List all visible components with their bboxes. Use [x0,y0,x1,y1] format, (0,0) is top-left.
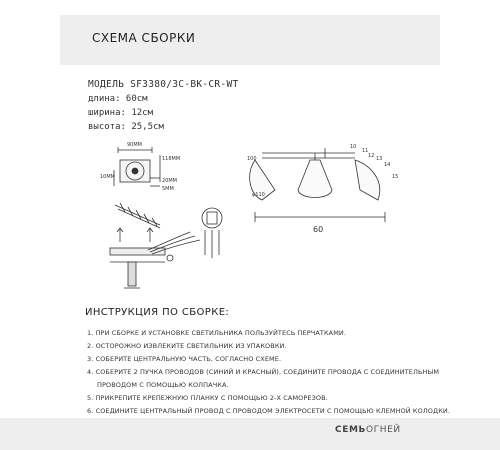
lamp-drawing [250,148,385,222]
callout-13: 13 [376,156,383,162]
page-title: СХЕМА СБОРКИ [92,31,196,45]
ceiling-hatch [115,203,160,228]
dim-60: 60 [313,225,324,234]
length-label: длина: 60см [88,94,148,104]
instructions-title: ИНСТРУКЦИЯ ПО СБОРКЕ: [85,307,230,318]
callout-100: 100 [247,156,257,162]
wires-drawing [148,232,200,261]
callout-110: φ110 [252,192,265,198]
dim-10mm: 10ММ [100,174,115,180]
callout-14: 14 [384,162,391,168]
instructions-list [87,327,450,418]
model-label: МОДЕЛЬ SF3380/3C-BK-CR-WT [88,79,239,90]
instruction-item: 1. ПРИ СБОРКЕ И УСТАНОВКЕ СВЕТИЛЬНИКА ПОЛЬЗУЙТЕСЬ ПЕРЧАТКАМИ. [87,329,347,337]
connector-detail [202,208,222,258]
instruction-item: 2. ОСТОРОЖНО ИЗВЛЕКИТЕ СВЕТИЛЬНИК ИЗ УПАКОВКИ. [87,342,287,350]
brand-bold: СЕМЬ [335,425,366,435]
footer-band [0,418,500,450]
instruction-item: 4. СОБЕРИТЕ 2 ПУЧКА ПРОВОДОВ (СИНИЙ И КРАСНЫЙ), СОЕДИНИТЕ ПРОВОДА С СОЕДИНИТЕЛЬНЫМ [87,368,440,376]
callout-11: 11 [362,148,369,154]
dim-20mm: 20ММ [162,178,177,184]
instruction-item: 5. ПРИКРЕПИТЕ КРЕПЕЖНУЮ ПЛАНКУ С ПОМОЩЬЮ 2-Х САМОРЕЗОВ. [87,394,328,402]
brand-light: ОГНЕЙ [365,425,401,435]
instruction-item: 6. СОЕДИНИТЕ ЦЕНТРАЛЬНЫЙ ПРОВОД С ПРОВОДОМ ЭЛЕКТРОСЕТИ С ПОМОЩЬЮ КЛЕМНОЙ КОЛОДКИ. [87,407,451,415]
dim-90mm: 90ММ [127,142,142,148]
callout-15: 15 [392,174,399,180]
callout-12: 12 [368,153,375,159]
mounting-plate-drawing [114,147,160,186]
width-label: ширина: 12см [88,108,154,118]
instruction-item-continuation: ПРОВОДОМ С ПОМОЩЬЮ КОЛПАЧКА. [97,381,229,389]
dim-5mm: 5ММ [162,186,174,192]
plate-side-drawing [110,228,165,288]
dim-118mm: 118ММ [162,156,181,162]
instruction-item: 3. СОБЕРИТЕ ЦЕНТРАЛЬНУЮ ЧАСТЬ, СОГЛАСНО СХЕМЕ. [87,355,282,363]
brand-logo [335,425,401,435]
height-label: высота: 25,5см [88,122,164,132]
callout-10: 10 [350,144,357,150]
